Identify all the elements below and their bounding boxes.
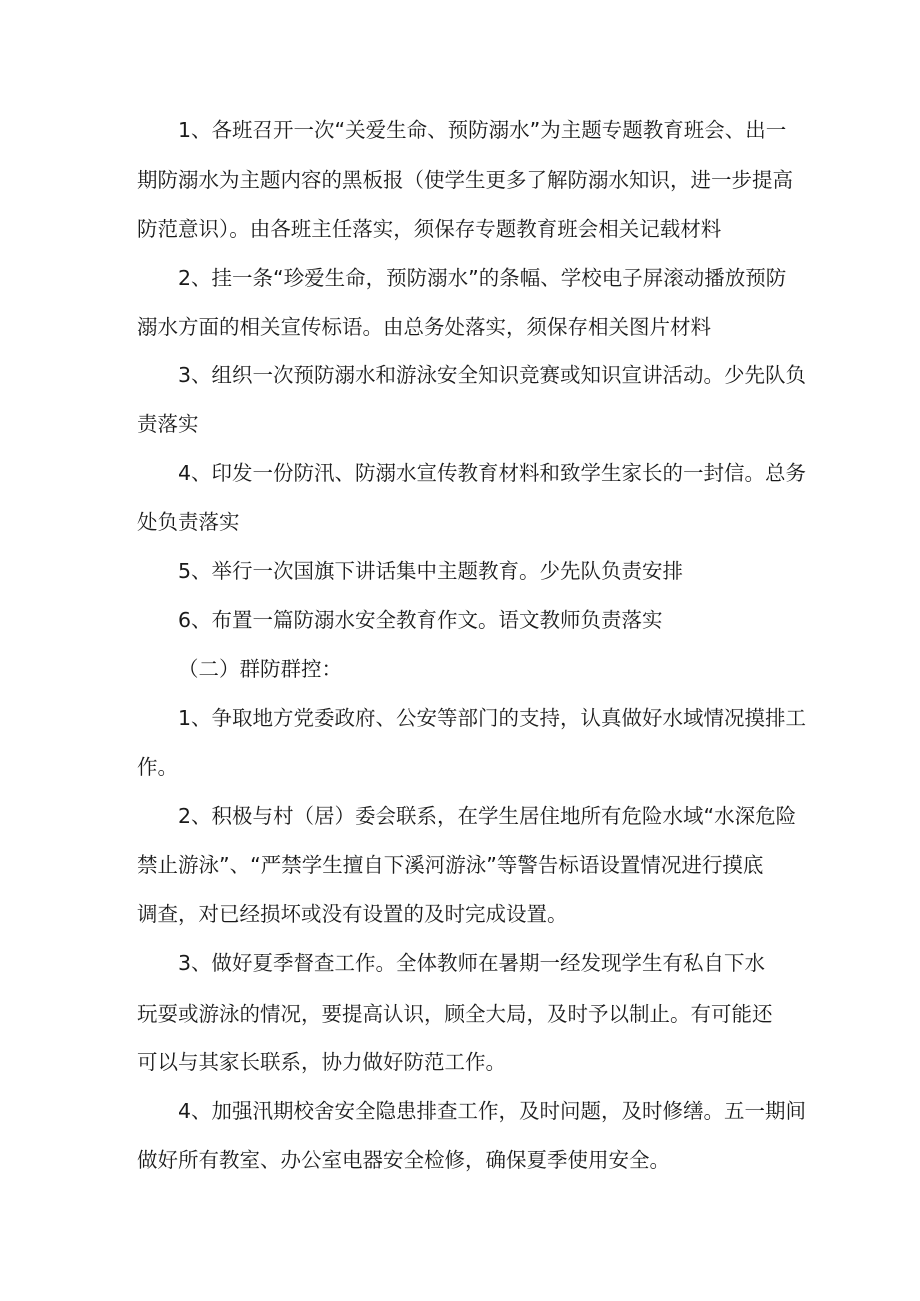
paragraph-line: 调查，对已经损坏或没有设置的及时完成设置。 [137, 902, 568, 926]
paragraph-line: 防范意识）。由各班主任落实，须保存专题教育班会相关记载材料 [137, 217, 722, 241]
paragraph-line: 处负责落实 [137, 510, 240, 534]
paragraph-line: 做好所有教室、办公室电器安全检修，确保夏季使用安全。 [137, 1148, 670, 1172]
paragraph-line: 5、举行一次国旗下讲话集中主题教育。少先队负责安排 [178, 559, 684, 583]
paragraph-line: 1、争取地方党委政府、公安等部门的支持，认真做好水域情况摸排工 [178, 706, 807, 730]
paragraph-line: 责落实 [137, 412, 199, 436]
section-heading: （二）群防群控： [178, 657, 342, 681]
paragraph-line: 3、做好夏季督查工作。全体教师在暑期一经发现学生有私自下水 [178, 951, 766, 975]
paragraph-line: 2、挂一条“珍爱生命，预防溺水”的条幅、学校电子屏滚动播放预防 [178, 266, 787, 290]
paragraph-line: 可以与其家长联系，协力做好防范工作。 [137, 1050, 506, 1074]
paragraph-line: 2、积极与村（居）委会联系，在学生居住地所有危险水域“水深危险 [178, 804, 797, 828]
paragraph-line: 3、组织一次预防溺水和游泳安全知识竞赛或知识宣讲活动。少先队负 [178, 363, 807, 387]
paragraph-line: 玩耍或游泳的情况，要提高认识，顾全大局，及时予以制止。有可能还 [137, 1002, 773, 1026]
paragraph-line: 期防溺水为主题内容的黑板报（使学生更多了解防溺水知识，进一步提高 [137, 168, 793, 192]
paragraph-line: 6、布置一篇防溺水安全教育作文。语文教师负责落实 [178, 608, 663, 632]
paragraph-line: 4、加强汛期校舍安全隐患排查工作，及时问题，及时修缮。五一期间 [178, 1099, 807, 1123]
paragraph-line: 1、各班召开一次“关爱生命、预防溺水”为主题专题教育班会、出一 [178, 118, 787, 142]
paragraph-line: 4、印发一份防汛、防溺水宣传教育材料和致学生家长的一封信。总务 [178, 461, 807, 485]
paragraph-line: 作。 [137, 755, 178, 779]
paragraph-line: 溺水方面的相关宣传标语。由总务处落实，须保存相关图片材料 [137, 315, 711, 339]
paragraph-line: 禁止游泳”、“严禁学生擅自下溪河游泳”等警告标语设置情况进行摸底 [137, 853, 764, 877]
